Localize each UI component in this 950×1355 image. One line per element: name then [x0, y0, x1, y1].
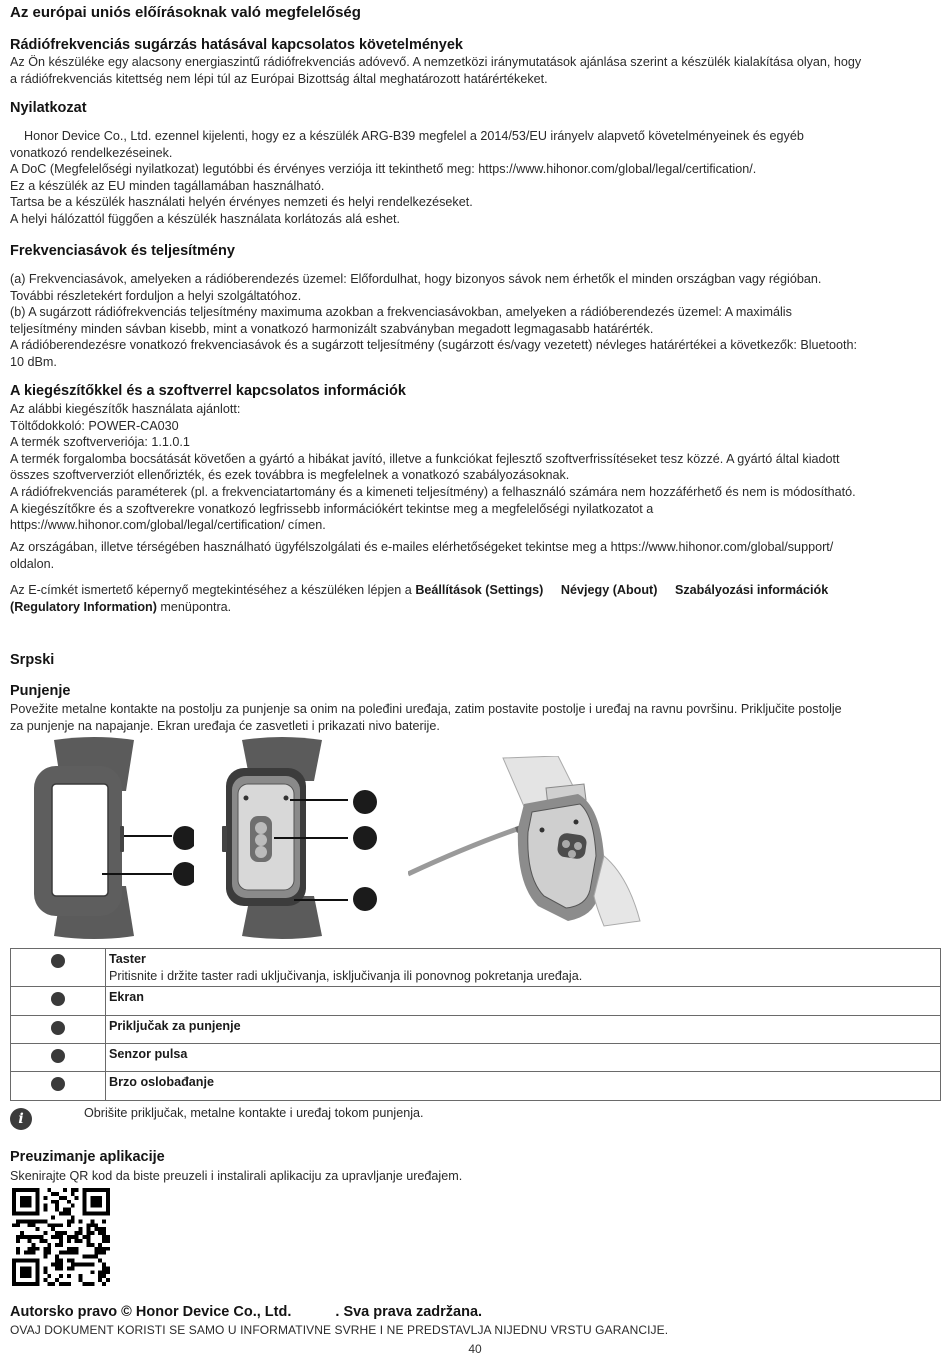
page-number: 40	[468, 1342, 482, 1355]
callout-dot	[353, 790, 377, 814]
frequency-title: Frekvenciasávok és teljesítmény	[10, 243, 235, 259]
settings-path-regulatory: Szabályozási információk	[674, 583, 829, 597]
table-row: Senzor pulsa	[11, 1043, 940, 1071]
charging-title: Punjenje	[10, 683, 71, 699]
disclaimer: OVAJ DOKUMENT KORISTI SE SAMO U INFORMATIVNE SVRHE I NE PREDSTAVLJA NIJEDNU VRSTU GARANCIJE.	[10, 1323, 669, 1337]
app-download-text: Skenirajte QR kod da biste preuzeli i instalirali aplikaciju za upravljanje uređajem.	[10, 1169, 463, 1183]
callout-dot	[51, 992, 65, 1006]
declaration-text: Honor Device Co., Ltd. ezennel kijelenti, hogy ez a készülék ARG-B39 megfelel a 2014/53/EU irányelv alapvető követelményeinek és egyéb vonatkozó rendelkezéseinek. A DoC (Megfelelőségi nyilatkozat) legutóbbi és érvényes verziója itt tekinthető meg: https://www.hihonor.com/global/legal/certification/. Ez a készülék az EU minden tagállamában használható. Tartsa be a készülék használati helyén érvényes nemzeti és helyi rendelkezéseket. A helyi hálózattól függően a készülék használata korlátozás alá eshet.	[10, 129, 804, 226]
callout-dot	[51, 1021, 65, 1035]
callout-dot	[173, 826, 194, 850]
table-row: Priključak za punjenje	[11, 1015, 940, 1043]
support-text: Az országában, illetve térségében használható ügyfélszolgálati és e-mailes elérhetőségeket tekintse meg a https://www.hihonor.com/global/support/ oldalon.	[10, 540, 834, 571]
e-label-text: Az E-címkét ismertető képernyő megtekintéséhez a készüléken lépjen a Beállítások (Settings) Névjegy (About) Szabályozási információk (Regulatory Information) menüpontra.	[10, 583, 829, 614]
table-row: Ekran	[11, 986, 940, 1015]
settings-path-about: Névjegy (About)	[560, 583, 658, 597]
charging-note: Obrišite priključak, metalne kontakte i uređaj tokom punjenja.	[84, 1106, 424, 1120]
eu-compliance-title: Az európai uniós előírásoknak való megfelelőség	[10, 4, 361, 21]
band-front-illustration	[34, 736, 194, 941]
callout-dot	[51, 954, 65, 968]
charging-dock-illustration	[408, 756, 668, 931]
info-icon: i	[10, 1108, 32, 1130]
accessories-text: Az alábbi kiegészítők használata ajánlott: Töltődokkoló: POWER-CA030 A termék szoftververiója: 1.1.0.1 A termék forgalomba bocsátását követően a gyártó a hibákat javító, illetve a funkciókat fejlesztő szoftverfrissítéseket tesz közzé. A gyártó által kiadott összes szoftververziót ellenőrizték, és ezek továbbra is megfelelnek a vonatkozó szabályozásoknak. A rádiófrekvenciás paraméterek (pl. a frekvenciatartomány és a kimeneti teljesítmény) a felhasználó számára nem hozzáférhető és nem is módosítható. A kiegészítőkre és a szoftverekre vonatkozó legfrissebb információkért tekintse meg a megfelelőségi nyilatkozatot a https://www.hihonor.com/global/legal/certification/ címen.	[10, 402, 856, 533]
rf-exposure-title: Rádiófrekvenciás sugárzás hatásával kapcsolatos követelmények	[10, 37, 463, 53]
app-download-title: Preuzimanje aplikacije	[10, 1149, 165, 1165]
components-table	[10, 948, 941, 1101]
frequency-text: (a) Frekvenciasávok, amelyeken a rádióberendezés üzemel: Előfordulhat, hogy bizonyos sávok nem érhetők el minden országban vagy régióban. További részletekért forduljon a helyi szolgáltatóhoz. (b) A sugárzott rádiófrekvenciás teljesítmény maximuma azokban a frekvenciasávokban, amelyeken a rádióberendezés üzemel: A maximális teljesítmény minden sávban kisebb, mint a vonatkozó harmonizált szabványban megadott legmagasabb határérték. A rádióberendezésre vonatkozó frekvenciasávok és a sugárzott teljesítmény (sugárzott és/vagy vezetett) névleges határértékei a következők: Bluetooth: 10 dBm.	[10, 272, 858, 369]
language-title: Srpski	[10, 652, 55, 668]
callout-dot	[51, 1077, 65, 1091]
callout-dot	[353, 887, 377, 911]
charging-text: Povežite metalne kontakte na postolju za punjenje sa onim na poleđini uređaja, zatim postavite postolje i uređaj na ravnu površinu. Priključite postolje za punjenje na napajanje. Ekran uređaja će zasvetleti i prikazati nivo baterije.	[10, 702, 842, 733]
band-back-illustration	[222, 736, 382, 941]
callout-dot	[51, 1049, 65, 1063]
copyright: Autorsko pravo © Honor Device Co., Ltd. . Sva prava zadržana.	[10, 1304, 483, 1320]
manual-page	[10, 0, 940, 1355]
callout-dot	[353, 826, 377, 850]
callout-dot	[173, 862, 194, 886]
rf-exposure-text: Az Ön készüléke egy alacsony energiaszintű rádiófrekvenciás adóvevő. A nemzetközi iránymutatások ajánlása szerint a készülék kialakítása olyan, hogy a rádiófrekvenciás kitettség nem lépi túl az Európai Bizottság által meghatározott határértékeket.	[10, 55, 862, 86]
declaration-title: Nyilatkozat	[10, 100, 87, 116]
table-row: Brzo oslobađanje	[11, 1071, 940, 1100]
settings-path-settings: Beállítások (Settings)	[415, 583, 544, 597]
table-row: Taster Pritisnite i držite taster radi uključivanja, isključivanja ili ponovnog pokretanja uređaja.	[11, 949, 940, 986]
qr-code[interactable]	[12, 1188, 110, 1286]
accessories-title: A kiegészítőkkel és a szoftverrel kapcsolatos információk	[10, 383, 406, 399]
